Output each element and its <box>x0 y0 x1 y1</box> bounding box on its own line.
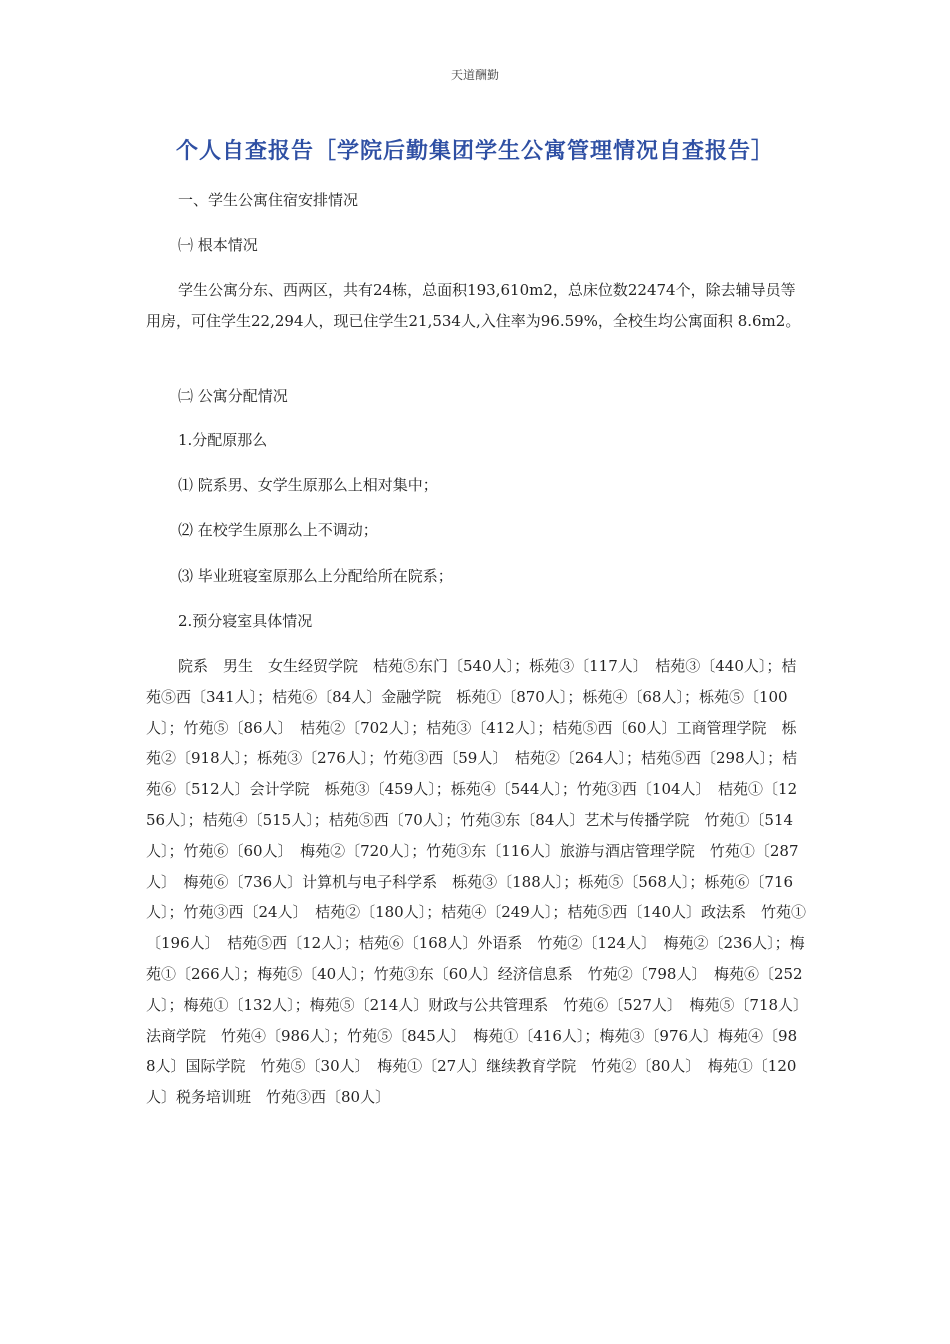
rule-item-1: ⑴ 院系男、女学生原那么上相对集中； <box>178 476 438 494</box>
subsection-heading-2: ㈡ 公寓分配情况 <box>178 387 288 405</box>
item-heading-1: 1.分配原那么 <box>178 431 268 449</box>
paragraph-basic-info: 学生公寓分东、西两区，共有24栋，总面积193,610m2，总床位数22474个，除去辅导员等用房，可住学生22,294人，现已住学生21,534人,入住率为96.59%，全校生均公寓面积 8.6m2。 <box>146 281 801 330</box>
section-heading-1: 一、学生公寓住宿安排情况 <box>178 191 359 209</box>
document-title: 个人自查报告［学院后勤集团学生公寓管理情况自查报告］ <box>175 139 774 164</box>
paragraph-allocation-details: 院系 男生 女生经贸学院 桔苑⑤东门〔540人〕；栎苑③〔117人〕 桔苑③〔440人〕；桔苑⑤西〔341人〕；桔苑⑥〔84人〕金融学院 栎苑①〔870人〕；栎苑④〔68人〕；栎苑⑤〔100人〕；竹苑⑤〔86人〕 桔苑②〔702人〕；桔苑③〔412人〕；桔苑⑤西〔60人〕工商管理学院 栎苑②〔918人〕；栎苑③〔276人〕；竹苑③西〔59人〕 桔苑②〔264人〕；桔苑⑤西〔298人〕；桔苑⑥〔512人〕会计学院 栎苑③〔459人〕；栎苑④〔544人〕；竹苑③西〔104人〕 桔苑①〔1256人〕；桔苑④〔515人〕；桔苑⑤西〔70人〕；竹苑③东〔84人〕艺术与传播学院 竹苑①〔514人〕；竹苑⑥〔60人〕 梅苑②〔720人〕；竹苑③东〔116人〕旅游与酒店管理学院 竹苑①〔287人〕 梅苑⑥〔736人〕计算机与电子科学系 栎苑③〔188人〕；栎苑⑤〔568人〕；栎苑⑥〔716人〕；竹苑③西〔24人〕 桔苑②〔180人〕；桔苑④〔249人〕；桔苑⑤西〔140人〕政法系 竹苑①〔196人〕 桔苑⑤西〔12人〕；桔苑⑥〔168人〕外语系 竹苑②〔124人〕 梅苑②〔236人〕；梅苑①〔266人〕；梅苑⑤〔40人〕；竹苑③东〔60人〕经济信息系 竹苑②〔798人〕 梅苑⑥〔252人〕；梅苑①〔132人〕；梅苑⑤〔214人〕财政与公共管理系 竹苑⑥〔527人〕 梅苑⑤〔718人〕法商学院 竹苑④〔986人〕；竹苑⑤〔845人〕 梅苑①〔416人〕；梅苑③〔976人〕梅苑④〔988人〕国际学院 竹苑⑤〔30人〕 梅苑①〔27人〕继续教育学院 竹苑②〔80人〕 梅苑①〔120人〕税务培训班 竹苑③西〔80人〕 <box>146 657 806 1107</box>
page-header: 天道酬勤 <box>450 68 499 82</box>
item-heading-2: 2.预分寝室具体情况 <box>178 612 313 630</box>
rule-item-2: ⑵ 在校学生原那么上不调动； <box>178 521 378 539</box>
rule-item-3: ⑶ 毕业班寝室原那么上分配给所在院系； <box>178 567 453 585</box>
subsection-heading-1: ㈠ 根本情况 <box>178 236 258 254</box>
